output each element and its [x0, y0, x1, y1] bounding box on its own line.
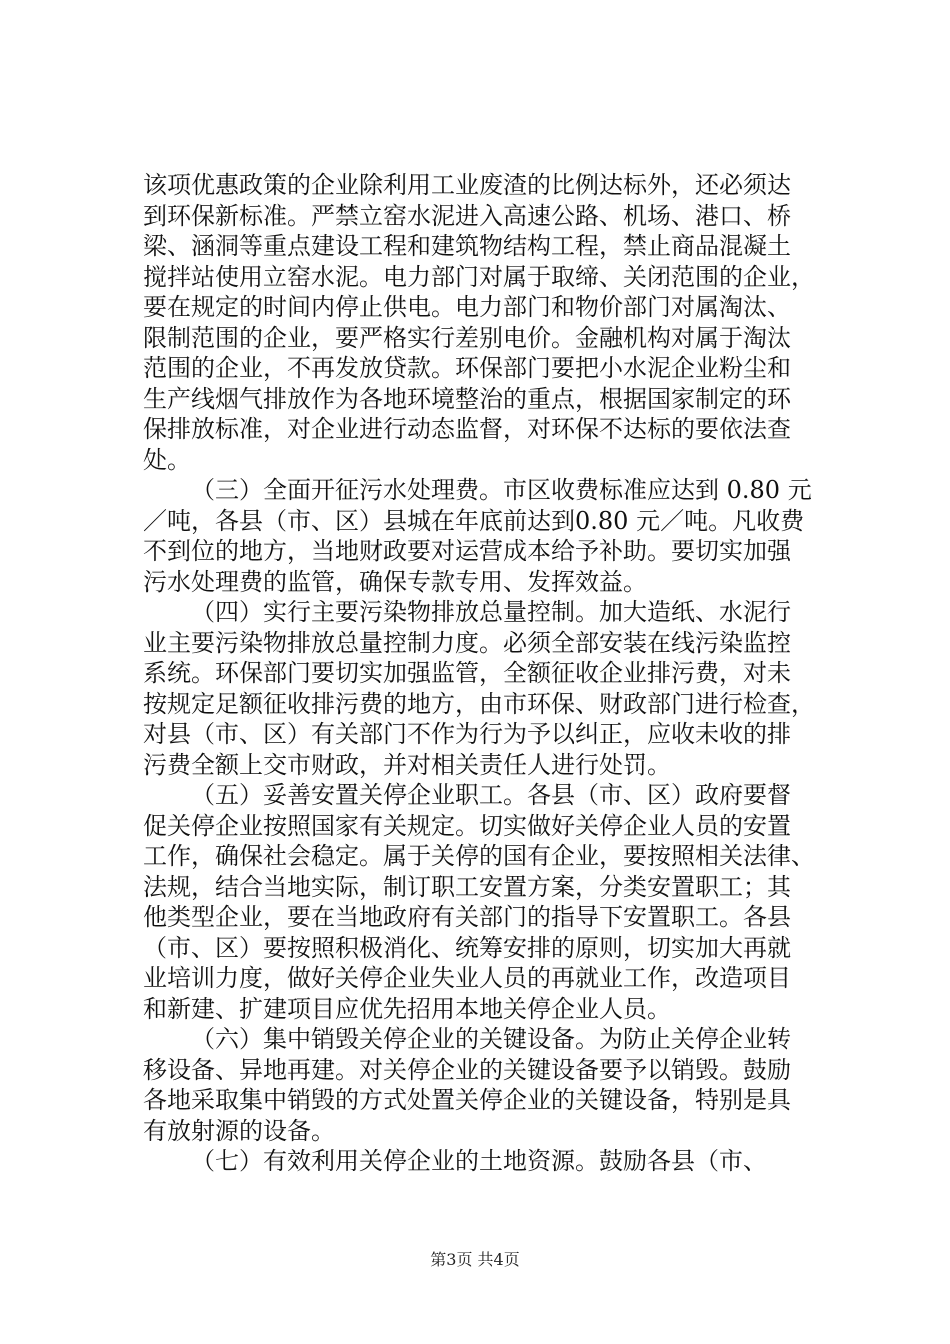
- body-text: [143, 170, 843, 1177]
- text-line: 梁、涵洞等重点建设工程和建筑物结构工程，禁止商品混凝土: [143, 232, 791, 260]
- text-line: 生产线烟气排放作为各地环境整治的重点，根据国家制定的环: [143, 384, 791, 413]
- text-line: 各地采取集中销毁的方式处置关停企业的关键设备，特别是具: [143, 1086, 791, 1114]
- text-line: （四）实行主要污染物排放总量控制。加大造纸、水泥行: [191, 598, 791, 626]
- text-line: 搅拌站使用立窑水泥。电力部门对属于取缔、关闭范围的企业，: [143, 262, 815, 291]
- text-line: 污费全额上交市财政，并对相关责任人进行处罚。: [143, 750, 671, 779]
- page-footer: 第3页 共4页: [430, 1250, 520, 1269]
- text-line: 法规，结合当地实际，制订职工安置方案，分类安置职工；其: [143, 872, 791, 901]
- text-line: 该项优惠政策的企业除利用工业废渣的比例达标外，还必须达: [143, 171, 791, 199]
- text-line: 到环保新标准。严禁立窑水泥进入高速公路、机场、港口、桥: [143, 201, 791, 230]
- text-line: 对县（市、区）有关部门不作为行为予以纠正，应收未收的排: [143, 720, 791, 748]
- text-line: 处。: [143, 445, 191, 474]
- text-line: （七）有效利用关停企业的土地资源。鼓励各县（市、: [191, 1147, 767, 1175]
- text-line: 不到位的地方，当地财政要对运营成本给予补助。要切实加强: [143, 537, 791, 565]
- text-line: 业培训力度，做好关停企业失业人员的再就业工作，改造项目: [143, 964, 791, 992]
- text-line: 保排放标准，对企业进行动态监督，对环保不达标的要依法查: [143, 415, 791, 443]
- text-line: ／吨，各县（市、区）县城在年底前达到0.80 元／吨。凡收费: [143, 506, 805, 535]
- text-line: 系统。环保部门要切实加强监管，全额征收企业排污费，对未: [143, 659, 791, 687]
- text-line: 范围的企业，不再发放贷款。环保部门要把小水泥企业粉尘和: [143, 354, 791, 382]
- text-line: 他类型企业，要在当地政府有关部门的指导下安置职工。各县: [143, 903, 791, 931]
- text-line: 工作，确保社会稳定。属于关停的国有企业，要按照相关法律、: [143, 842, 815, 870]
- text-line: 污水处理费的监管，确保专款专用、发挥效益。: [143, 567, 647, 596]
- text-line: （市、区）要按照积极消化、统筹安排的原则，切实加大再就: [143, 933, 791, 962]
- text-line: 移设备、异地再建。对关停企业的关键设备要予以销毁。鼓励: [143, 1055, 791, 1084]
- text-line: （六）集中销毁关停企业的关键设备。为防止关停企业转: [191, 1025, 791, 1053]
- text-line: 限制范围的企业，要严格实行差别电价。金融机构对属于淘汰: [143, 323, 791, 352]
- text-line: 按规定足额征收排污费的地方，由市环保、财政部门进行检查，: [143, 689, 815, 718]
- text-line: 要在规定的时间内停止供电。电力部门和物价部门对属淘汰、: [143, 293, 791, 321]
- text-line: 有放射源的设备。: [143, 1116, 335, 1145]
- text-line: 和新建、扩建项目应优先招用本地关停企业人员。: [143, 994, 671, 1023]
- text-line: （三）全面开征污水处理费。市区收费标准应达到 0.80 元: [191, 476, 812, 504]
- text-line: （五）妥善安置关停企业职工。各县（市、区）政府要督: [191, 781, 791, 809]
- text-line: 促关停企业按照国家有关规定。切实做好关停企业人员的安置: [143, 811, 791, 840]
- text-line: 业主要污染物排放总量控制力度。必须全部安装在线污染监控: [143, 628, 791, 657]
